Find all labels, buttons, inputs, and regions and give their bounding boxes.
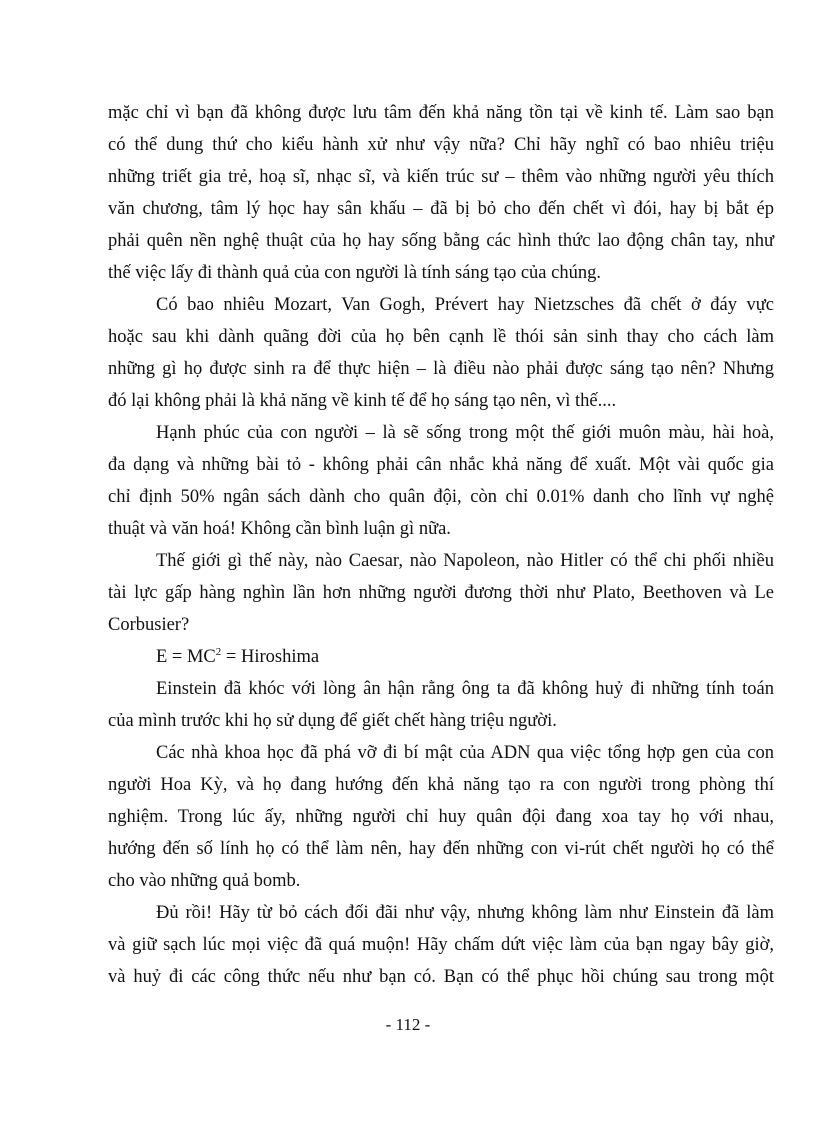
paragraph	[108, 897, 774, 993]
text-line: Đủ rồi! Hãy từ bỏ cách đối đãi như vậy, nhưng không làm như Einstein đã làm	[156, 903, 774, 923]
text-line: Thế giới gì thế này, nào Caesar, nào Napoleon, nào Hitler có thể chi phối nhiều	[156, 551, 774, 571]
paragraph	[108, 417, 774, 545]
formula	[108, 641, 774, 673]
text-line: Hạnh phúc của con người – là sẽ sống trong một thế giới muôn màu, hài hoà,	[156, 423, 774, 443]
formula-line	[108, 641, 774, 673]
text-line: đa dạng và những bài tỏ - không phải cân nhắc khả năng để xuất. Một vài quốc gia	[108, 455, 774, 475]
text-line: Einstein đã khóc với lòng ân hận rằng ông ta đã không huỷ đi những tính toán	[156, 679, 774, 699]
text-line: những gì họ được sinh ra để thực hiện – là điều nào phải được sáng tạo nên? Nhưng	[108, 359, 774, 379]
formula-exponent: 2	[215, 646, 222, 658]
text-line: nghiệm. Trong lúc ấy, những người chỉ huy quân đội đang xoa tay họ với nhau,	[108, 807, 774, 827]
text-line: có thể dung thứ cho kiểu hành xử như vậy nữa? Chỉ hãy nghĩ có bao nhiêu triệu	[108, 135, 774, 155]
paragraph	[108, 673, 774, 737]
paragraph	[108, 97, 774, 289]
text-line: mặc chỉ vì bạn đã không được lưu tâm đến khả năng tồn tại về kinh tế. Làm sao bạn	[108, 103, 774, 123]
formula-rhs: = Hiroshima	[221, 647, 320, 667]
text-line: thuật và văn hoá! Không cần bình luận gì nữa.	[108, 519, 451, 539]
text-line: Có bao nhiêu Mozart, Van Gogh, Prévert hay Nietzsches đã chết ở đáy vực	[156, 295, 774, 315]
page-number: - 112 -	[385, 1015, 431, 1034]
paragraph	[108, 737, 774, 897]
paragraph	[108, 545, 774, 641]
text-line: người Hoa Kỳ, và họ đang hướng đến khả năng tạo ra con người trong phòng thí	[108, 775, 774, 795]
text-line: hoặc sau khi dành quãng đời của họ bên cạnh lề thói sản sinh thay cho cách làm	[108, 327, 774, 347]
text-line: của mình trước khi họ sử dụng để giết chết hàng triệu người.	[108, 711, 557, 731]
text-line: cho vào những quả bomb.	[108, 871, 301, 891]
text-line: và huỷ đi các công thức nếu như bạn có. Bạn có thể phục hồi chúng sau trong một	[108, 967, 774, 987]
text-line: tài lực gấp hàng nghìn lần hơn những người đương thời như Plato, Beethoven và Le	[108, 583, 774, 603]
text-line: Các nhà khoa học đã phá vỡ đi bí mật của ADN qua việc tổng hợp gen của con	[156, 743, 774, 763]
text-line: văn chương, tâm lý học hay sân khấu – đã bị bỏ cho đến chết vì đói, hay bị bắt ép	[108, 199, 774, 219]
page-body	[108, 97, 774, 993]
text-line: và giữ sạch lúc mọi việc đã quá muộn! Hãy chấm dứt việc làm của bạn ngay bây giờ,	[108, 935, 774, 955]
text-line: đó lại không phải là khả năng về kinh tế để họ sáng tạo nên, vì thế....	[108, 391, 617, 411]
text-line: thế việc lấy đi thành quả của con người là tính sáng tạo của chúng.	[108, 263, 601, 283]
formula-lhs: E = MC	[156, 647, 216, 667]
text-line: Corbusier?	[108, 615, 190, 635]
text-line: hướng đến số lính họ có thể làm nên, hay đến những con vi-rút chết người họ có thể	[108, 839, 774, 859]
paragraph	[108, 289, 774, 417]
text-line: chỉ định 50% ngân sách dành cho quân đội, còn chỉ 0.01% danh cho lĩnh vự nghệ	[108, 487, 774, 507]
text-line: phải quên nền nghệ thuật của họ hay sống bằng các hình thức lao động chân tay, như	[108, 231, 774, 251]
text-line: những triết gia trẻ, hoạ sĩ, nhạc sĩ, và kiến trúc sư – thêm vào những người yêu thích	[108, 167, 774, 187]
